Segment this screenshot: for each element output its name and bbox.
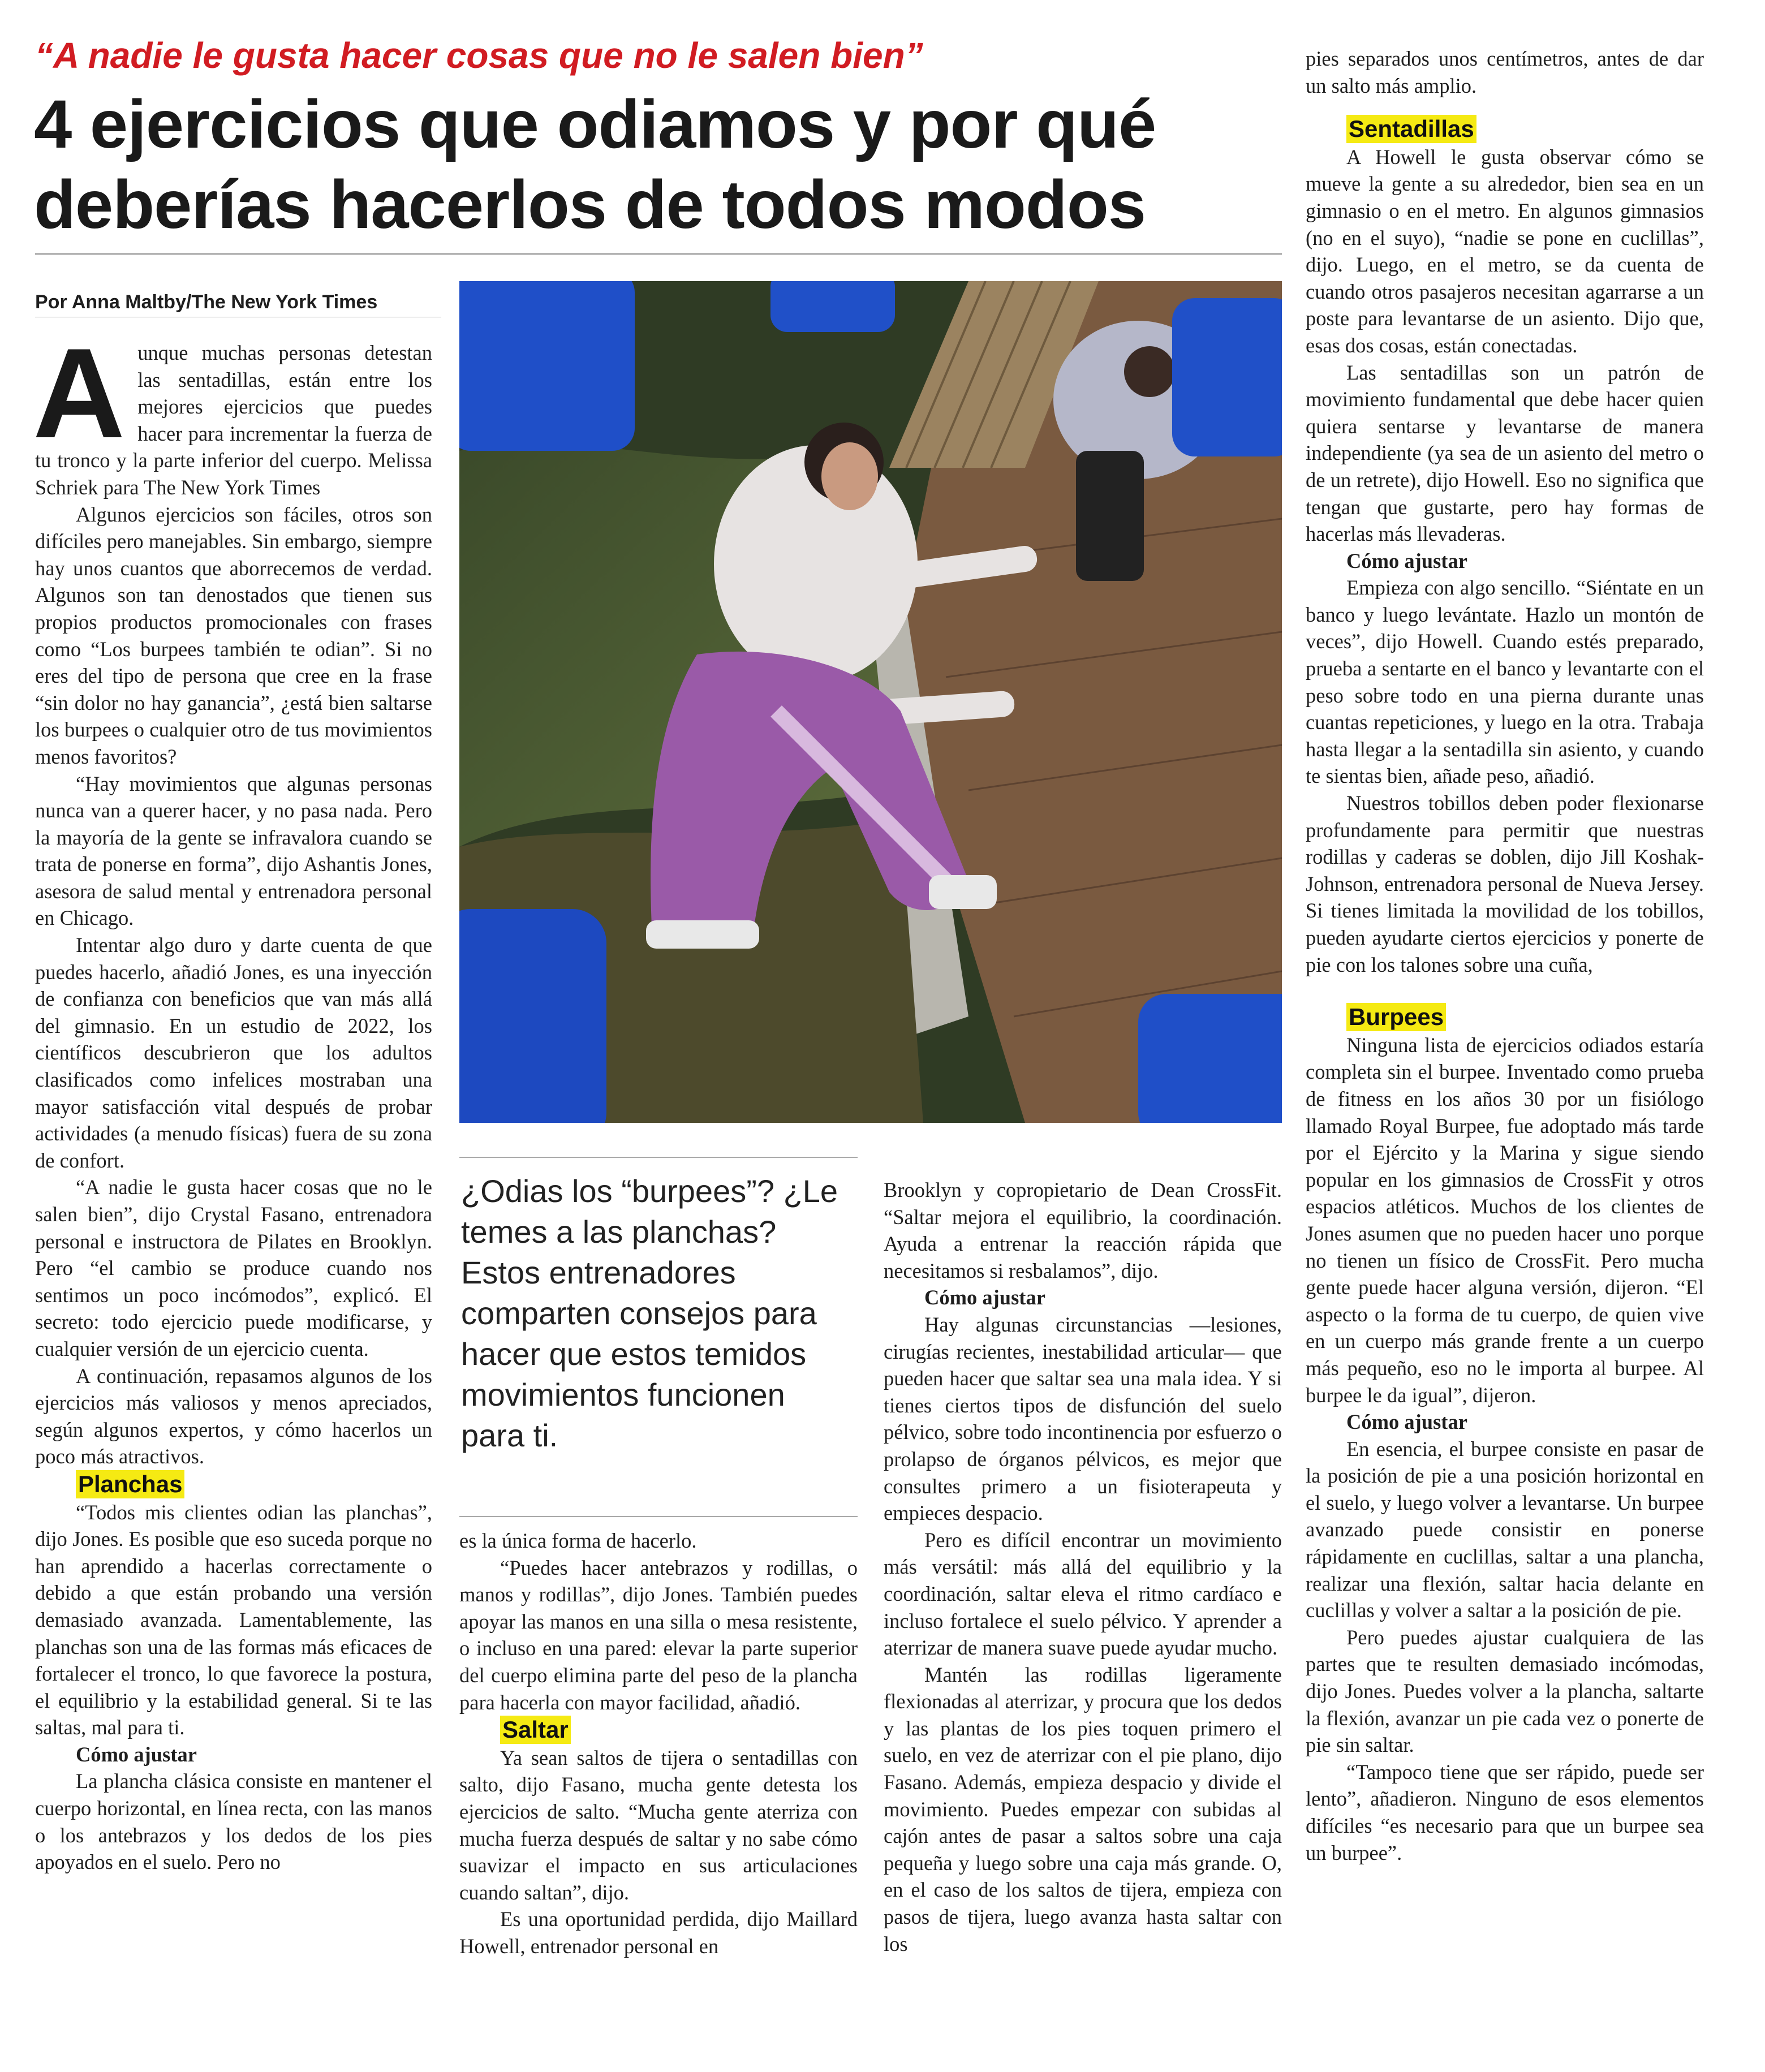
paragraph: Empieza con algo sencillo. “Siéntate en un banco y luego levántate. Hazlo un montón de veces”, dijo Howell. Cuando estés preparado, prueba a sentarte en el banco y levantarte con el peso sobre todo en una pierna durante unas cuantas repeticiones, y luego en la otra. Trabaja hasta llegar a la sentadilla sin asiento, y cuando te sientas bien, añade peso, añadió. xyxy=(1306,576,1704,788)
section-label: Sentadillas xyxy=(1346,115,1476,143)
paragraph: La plancha clásica consiste en mantener el cuerpo horizontal, en línea recta, con las manos o los antebrazos y los dedos de los pies apoyados en el suelo. Pero no xyxy=(35,1769,432,1874)
paragraph: Brooklyn y copropietario de Dean CrossFit. “Saltar mejora el equilibrio, la coordinación. Ayuda a entrenar la reacción rápida que necesitamos si resbalamos”, dijo. xyxy=(884,1178,1282,1282)
section-label: Planchas xyxy=(76,1470,184,1498)
paragraph: En esencia, el burpee consiste en pasar de la posición de pie a una posición horizontal en el suelo, y luego volver a levantarse. Un burpee avanzado puede consistir en ponerse rápidamente en cuclillas, saltar a una plancha, realizar una flexión, saltar hacia delante en cuclillas y volver a saltar a la posición de pie. xyxy=(1306,1437,1704,1622)
byline: Por Anna Maltby/The New York Times xyxy=(35,291,378,313)
paragraph: Mantén las rodillas ligeramente flexionadas al aterrizar, y procura que los dedos y las plantas de los pies toquen primero el suelo, en vez de aterrizar con el pie plano, dijo Fasano. Además, empieza despacio y divide el movimiento. Puedes empezar con subidas al cajón antes de pasar a saltos sobre una caja pequeña y luego sobre una caja más grande. O, en el caso de los saltos de tijera, empieza con pasos de tijera, luego avanza hasta saltar con los xyxy=(884,1662,1282,1955)
pullquote-rule-top xyxy=(459,1157,858,1158)
photo-illustration xyxy=(459,281,1282,1123)
paragraph: “A nadie le gusta hacer cosas que no le salen bien”, dijo Crystal Fasano, entrenadora personal e instructora de Pilates en Brooklyn. Pero “el cambio se produce cuando nos sentimos un poco incómodos”, explicó. El secreto: todo ejercicio puede modificarse, y cualquier versión de un ejercicio cuenta. xyxy=(35,1175,432,1360)
section-heading-sentadillas xyxy=(1306,115,1704,144)
paragraph: Ninguna lista de ejercicios odiados estaría completa sin el burpee. Inventado como prueba de fitness en los años 30 por un fisiólogo llamado Royal Burpee, fue adoptado más tarde por el Ejército y la Marina y sigue siendo popular en los gimnasios de CrossFit y otros espacios atléticos. Muchos de los clientes de Jones asumen que no pueden hacer uno porque no tienen un físico de CrossFit. Pero mucha gente puede hacer alguna versión, dijeron. “El aspecto o la forma de tu cuerpo, de quien vive en un cuerpo más grande frente a un cuerpo más pequeño, eso no le importa al burpee. Al burpee le da igual”, dijeron. xyxy=(1306,1033,1704,1407)
paragraph: Ya sean saltos de tijera o sentadillas con salto, dijo Fasano, mucha gente detesta los ejercicios de salto. “Mucha gente aterriza con mucha fuerza después de saltar y no sabe cómo suavizar el impacto en sus articulaciones cuando saltan”, dijo. xyxy=(459,1746,858,1904)
column-2 xyxy=(459,1527,858,1960)
section-label: Saltar xyxy=(500,1716,571,1744)
section-heading-planchas xyxy=(35,1470,432,1499)
headline xyxy=(34,84,1290,244)
lead-paragraph xyxy=(33,321,432,501)
drop-cap: A xyxy=(33,321,126,464)
paragraph: Es una oportunidad perdida, dijo Maillard Howell, entrenador personal en xyxy=(459,1907,858,1958)
paragraph: Pero puedes ajustar cualquiera de las partes que te resulten demasiado incómodas, dijo Jones. Puedes volver a la plancha, saltarte la flexión, avanzar un pie cada vez o ponerte de pie sin saltar. xyxy=(1306,1625,1704,1757)
column-4 xyxy=(1306,45,1704,1866)
headline-rule xyxy=(35,253,1282,255)
article-photo xyxy=(459,281,1282,1123)
headline-line-2: deberías hacerlos de todos modos xyxy=(34,166,1146,243)
kicker: “A nadie le gusta hacer cosas que no le salen bien” xyxy=(35,35,923,76)
paragraph: pies separados unos centímetros, antes de dar un salto más amplio. xyxy=(1306,47,1704,97)
paragraph: “Hay movimientos que algunas personas nunca van a querer hacer, y no pasa nada. Pero la mayoría de la gente se infravalora cuando se trata de ponerse en forma”, dijo Ashantis Jones, asesora de salud mental y entrenadora personal en Chicago. xyxy=(35,772,432,930)
paragraph: Pero es difícil encontrar un movimiento más versátil: más allá del equilibrio y la coordinación, saltar eleva el ritmo cardíaco e incluso fortalece el suelo pélvico. Y aprender a aterrizar de manera suave puede ayudar mucho. xyxy=(884,1528,1282,1660)
paragraph: “Tampoco tiene que ser rápido, puede ser lento”, añadieron. Ninguno de esos elementos difíciles “es necesario para que un burpee sea un burpee”. xyxy=(1306,1760,1704,1864)
paragraph: “Todos mis clientes odian las planchas”, dijo Jones. Es posible que eso suceda porque no han aprendido a hacerlas correctamente o debido a que están probando una versión demasiado avanzada. Lamentablemente, las planchas son una de las formas más eficaces de fortalecer el tronco, lo que favorece la postura, el equilibrio y la estabilidad general. Si te las saltas, mal para ti. xyxy=(35,1500,432,1739)
subhead-como-ajustar: Cómo ajustar xyxy=(924,1286,1045,1309)
column-1 xyxy=(33,321,432,1876)
subhead-como-ajustar: Cómo ajustar xyxy=(1346,1410,1467,1434)
paragraph: Nuestros tobillos deben poder flexionarse profundamente para permitir que nuestras rodillas y caderas se doblen, dijo Jill Koshak-Johnson, entrenadora personal de Nueva Jersey. Si tienes limitada la movilidad de los tobillos, pueden ayudarte ciertos ejercicios y ponerte de pie con los talones sobre una cuña, xyxy=(1306,791,1704,976)
paragraph: Hay algunas circunstancias —lesiones, cirugías recientes, inestabilidad articular— que pueden hacer que saltar sea una mala idea. Y si tienes ciertos tipos de disfunción del suelo pélvico, sobre todo incontinencia por esfuerzo o prolapso de órganos pélvicos, es mejor que consultes primero a un fisioterapeuta y empieces despacio. xyxy=(884,1312,1282,1525)
column-3 xyxy=(884,1177,1282,1957)
section-heading-saltar xyxy=(459,1716,858,1744)
section-label: Burpees xyxy=(1346,1003,1446,1031)
pullquote-rule-bottom xyxy=(459,1516,858,1517)
section-heading-burpees xyxy=(1306,1003,1704,1032)
paragraph: “Puedes hacer antebrazos y rodillas, o manos y rodillas”, dijo Jones. También puedes apoyar las manos en una silla o mesa resistente, o incluso en una pared: elevar la parte superior del cuerpo elimina parte del peso de la plancha para hacerla con mayor facilidad, añadió. xyxy=(459,1556,858,1714)
paragraph: es la única forma de hacerlo. xyxy=(459,1529,697,1552)
paragraph: Las sentadillas son un patrón de movimiento fundamental que debe hacer quien quiera sentarse y levantarse de manera independiente (ya sea de un asiento del metro o de un retrete), dijo Howell. Eso no significa que tengan que gustarte, pero hay formas de hacerlas más llevaderas. xyxy=(1306,360,1704,546)
lead-text: unque muchas personas detestan las sentadillas, están entre los mejores ejercicios que puedes hacer para incrementar la fuerza de tu tronco y la parte inferior del cuerpo. Melissa Schriek para The New York Times xyxy=(35,341,432,499)
pull-quote: ¿Odias los “burpees”? ¿Le temes a las planchas? Estos entrenadores comparten consejos para hacer que estos temidos movimientos funcionen para ti. xyxy=(461,1173,838,1453)
subhead-como-ajustar: Cómo ajustar xyxy=(1346,549,1467,572)
paragraph: Algunos ejercicios son fáciles, otros son difíciles pero manejables. Sin embargo, siempre hay unos cuantos que aborrecemos de verdad. Algunos son tan denostados que tienen sus propios productos promocionales con frases como “Los burpees también te odian”. Si no eres del tipo de persona que cree en la frase “sin dolor no hay ganancia”, ¿está bien saltarse los burpees o cualquier otro de tus movimientos menos favoritos? xyxy=(35,502,432,768)
subhead-como-ajustar: Cómo ajustar xyxy=(76,1742,197,1766)
paragraph: A Howell le gusta observar cómo se mueve la gente a su alrededor, bien sea en un gimnasio o en el metro. En algunos gimnasios (no en el suyo), “nadie se pone en cuclillas”, dijo. Luego, en el metro, se da cuenta de cuando otros pasajeros necesitan agarrarse a un poste para levantarse de un asiento. Dijo que, esas dos cosas, están conectadas. xyxy=(1306,145,1704,357)
paragraph: Intentar algo duro y darte cuenta de que puedes hacerlo, añadió Jones, es una inyección de confianza con beneficios que van más allá del gimnasio. En un estudio de 2022, los científicos descubrieron que los adultos clasificados como infelices mostraban una mayor satisfacción vital después de probar actividades (a menudo físicas) fuera de su zona de confort. xyxy=(35,933,432,1172)
headline-line-1: 4 ejercicios que odiamos y por qué xyxy=(34,85,1156,162)
paragraph: A continuación, repasamos algunos de los ejercicios más valiosos y menos apreciados, según algunos expertos, y cómo hacerlos un poco más atractivos. xyxy=(35,1364,432,1468)
